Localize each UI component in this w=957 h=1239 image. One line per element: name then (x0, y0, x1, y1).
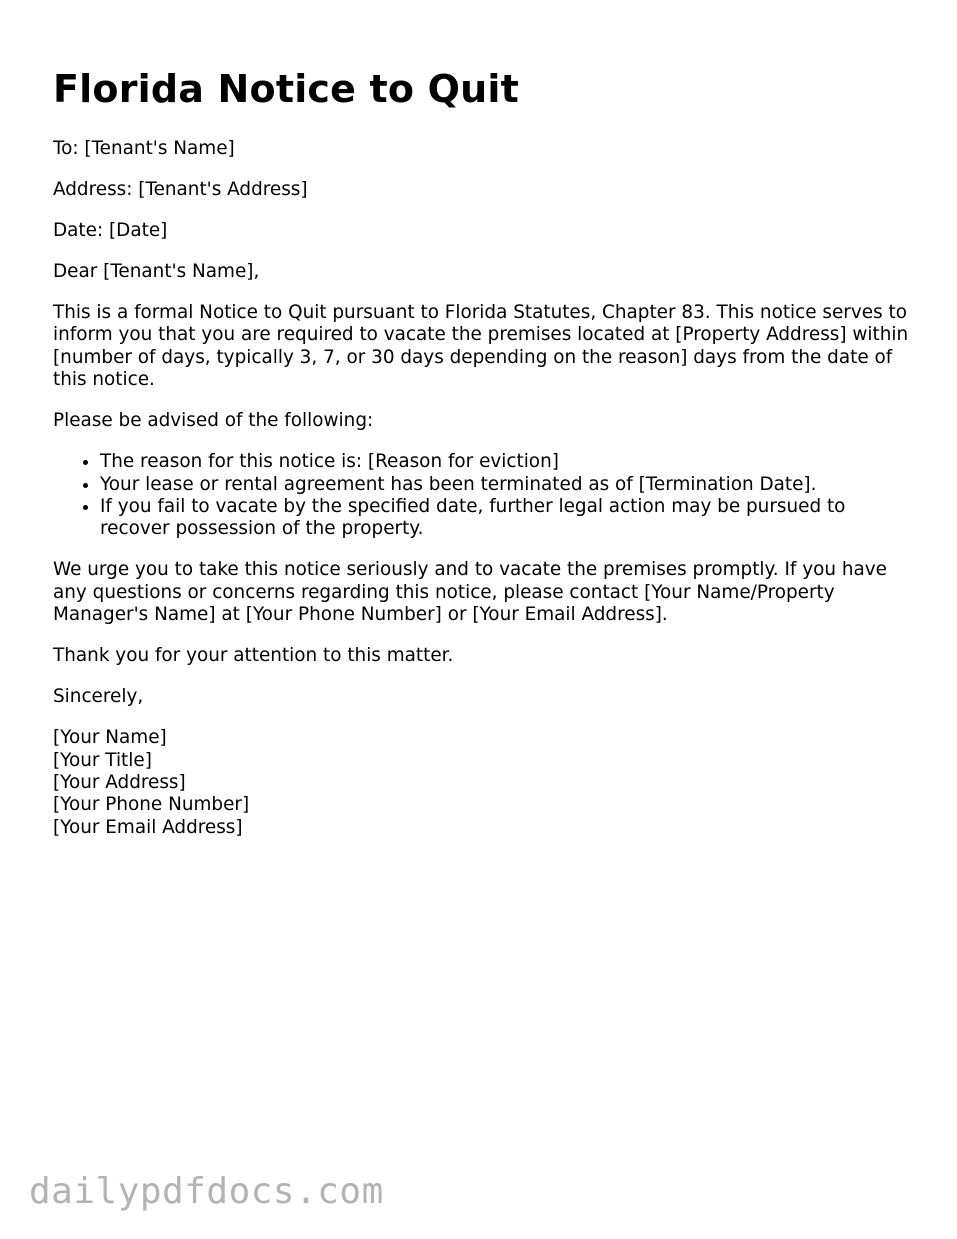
salutation: Dear [Tenant's Name], (53, 261, 260, 282)
signature-name: [Your Name] (53, 727, 167, 749)
closing: Sincerely, (53, 686, 144, 708)
document-page (53, 64, 913, 839)
bullet-termination: • Your lease or rental agreement has been terminated as of [Termination Date]. (100, 474, 913, 496)
address-line: Address: [Tenant's Address] (53, 179, 308, 200)
urge-paragraph: We urge you to take this notice seriously and to vacate the premises promptly. If you have any questions or concerns regarding this notice, please contact [Your Name/Property Manager's Name] at [Your Phone Number] or [Your Email Address]. (53, 559, 887, 626)
signature-email: [Your Email Address] (53, 816, 243, 838)
notice-bullet-list (53, 451, 913, 541)
watermark: dailypdfdocs.com (29, 1171, 384, 1212)
recipient-line: To: [Tenant's Name] (53, 138, 235, 159)
date-line: Date: [Date] (53, 220, 168, 241)
signature-address: [Your Address] (53, 772, 186, 794)
thanks-line: Thank you for your attention to this matter. (53, 645, 454, 667)
document-title: Florida Notice to Quit (53, 67, 520, 111)
signature-title: [Your Title] (53, 749, 152, 771)
bullet-reason: • The reason for this notice is: [Reason for eviction] (100, 451, 913, 473)
signature-phone: [Your Phone Number] (53, 794, 250, 816)
advised-line: Please be advised of the following: (53, 410, 374, 432)
intro-paragraph: This is a formal Notice to Quit pursuant to Florida Statutes, Chapter 83. This notice serves to inform you that you are required to vacate the premises located at [Property Address] within [number of days, typically 3, 7, or 30 days depending on the reason] days from the date of this notice. (53, 302, 909, 391)
bullet-legal-action: • If you fail to vacate by the specified date, further legal action may be pursued to recover possession of the property. (100, 496, 913, 541)
signature-block (53, 727, 913, 839)
